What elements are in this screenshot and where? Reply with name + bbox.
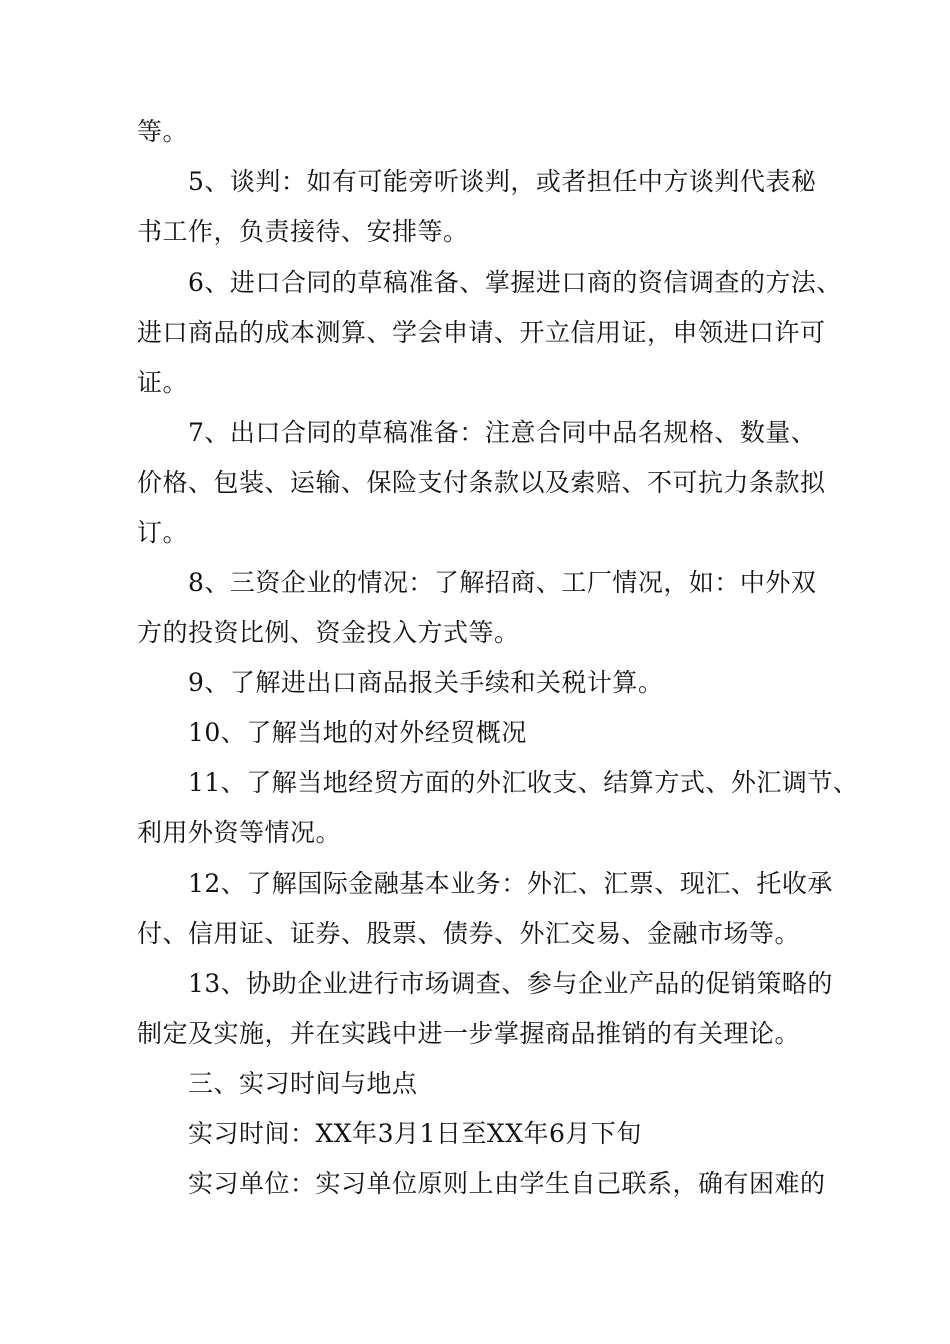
text-line: 利用外资等情况。	[137, 818, 342, 847]
text-line: 8、三资企业的情况：了解招商、工厂情况，如：中外双	[188, 568, 817, 597]
text-line: 订。	[137, 518, 189, 547]
text-line: 书工作，负责接待、安排等。	[137, 217, 469, 246]
text-line: 10、了解当地的对外经贸概况	[188, 718, 527, 747]
text-line: 付、信用证、证券、股票、债券、外汇交易、金融市场等。	[137, 919, 801, 948]
text-line: 实习时间：XX年3月1日至XX年6月下旬	[188, 1119, 642, 1148]
text-line: 11、了解当地经贸方面的外汇收支、结算方式、外汇调节、	[188, 768, 859, 797]
text-line: 13、协助企业进行市场调查、参与企业产品的促销策略的	[188, 969, 833, 998]
text-line: 等。	[137, 117, 189, 146]
text-line: 制定及实施，并在实践中进一步掌握商品推销的有关理论。	[137, 1019, 801, 1048]
text-line: 证。	[137, 368, 189, 397]
text-line: 5、谈判：如有可能旁听谈判，或者担任中方谈判代表秘	[188, 167, 817, 196]
text-line: 实习单位：实习单位原则上由学生自己联系，确有困难的	[188, 1169, 826, 1198]
text-line: 6、进口合同的草稿准备、掌握进口商的资信调查的方法、	[188, 268, 842, 297]
section-heading: 三、实习时间与地点	[188, 1069, 418, 1098]
text-line: 价格、包装、运输、保险支付条款以及索赔、不可抗力条款拟	[137, 468, 826, 497]
text-line: 9、了解进出口商品报关手续和关税计算。	[188, 668, 664, 697]
text-line: 方的投资比例、资金投入方式等。	[137, 618, 520, 647]
text-line: 7、出口合同的草稿准备：注意合同中品名规格、数量、	[188, 418, 817, 447]
text-line: 进口商品的成本测算、学会申请、开立信用证，申领进口许可	[137, 318, 826, 347]
text-line: 12、了解国际金融基本业务：外汇、汇票、现汇、托收承	[188, 869, 833, 898]
